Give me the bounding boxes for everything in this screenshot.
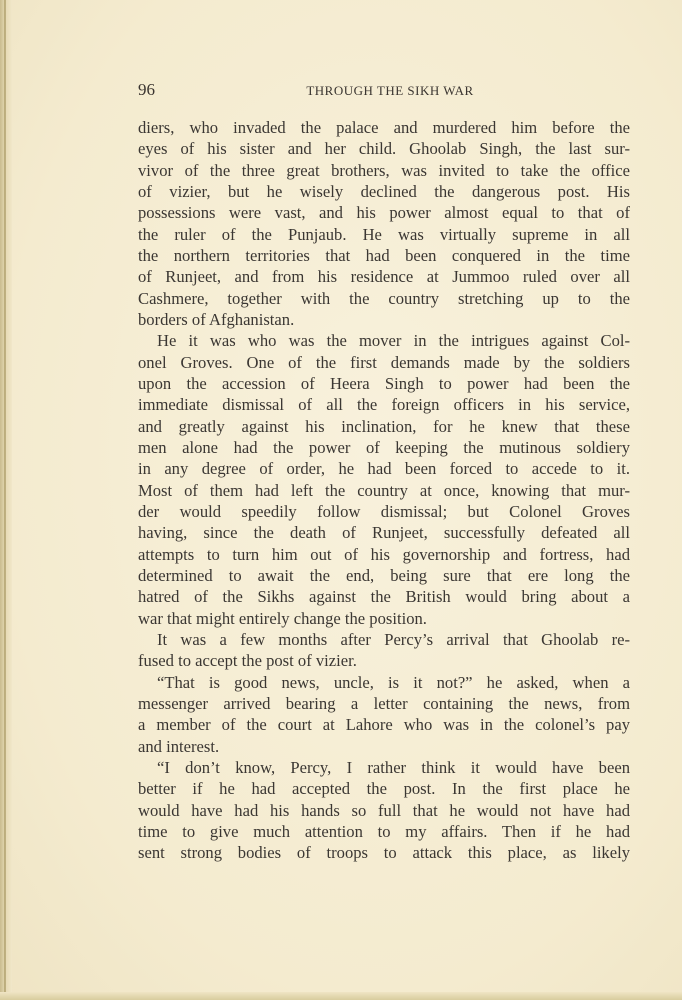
- text-line: hatred of the Sikhs against the British would bring about a: [138, 587, 630, 607]
- text-line: a member of the court at Lahore who was in the colonel’s pay: [138, 715, 630, 735]
- text-line: determined to await the end, being sure that ere long the: [138, 565, 630, 585]
- text-line: men alone had the power of keeping the mutinous soldiery: [138, 437, 630, 457]
- page-binding-edge: [0, 0, 12, 1000]
- text-line: Most of them had left the country at once, knowing that mur-: [138, 480, 630, 500]
- text-line: the northern territories that had been conquered in the time: [138, 245, 630, 265]
- text-line: war that might entirely change the position.: [138, 608, 427, 628]
- text-line: der would speedily follow dismissal; but Colonel Groves: [138, 501, 630, 521]
- text-line: time to give much attention to my affairs. Then if he had: [138, 821, 630, 841]
- text-line: fused to accept the post of vizier.: [138, 651, 357, 671]
- page-bottom-edge: [0, 992, 682, 1000]
- text-line: and greatly against his inclination, for he knew that these: [138, 416, 630, 436]
- text-line: of vizier, but he wisely declined the dangerous post. His: [138, 181, 630, 201]
- text-line: having, since the death of Runjeet, successfully defeated all: [138, 523, 630, 543]
- text-line: attempts to turn him out of his governorship and fortress, had: [138, 544, 630, 564]
- running-title: THROUGH THE SIKH WAR: [306, 83, 474, 98]
- text-line: borders of Afghanistan.: [138, 309, 295, 329]
- binding-crease: [4, 0, 6, 1000]
- text-line: “I don’t know, Percy, I rather think it would have been: [157, 757, 630, 777]
- text-line: possessions were vast, and his power almost equal to that of: [138, 203, 630, 223]
- text-line: upon the accession of Heera Singh to power had been the: [138, 373, 630, 393]
- text-line: onel Groves. One of the first demands made by the soldiers: [138, 352, 630, 372]
- text-line: sent strong bodies of troops to attack this place, as likely: [138, 843, 630, 863]
- body-text: [138, 117, 630, 863]
- text-line: better if he had accepted the post. In the first place he: [138, 779, 630, 799]
- text-line: Cashmere, together with the country stretching up to the: [138, 288, 630, 308]
- text-line: messenger arrived bearing a letter containing the news, from: [138, 693, 630, 713]
- text-line: “That is good news, uncle, is it not?” he asked, when a: [157, 672, 630, 692]
- text-line: It was a few months after Percy’s arrival that Ghoolab re-: [157, 629, 630, 649]
- text-line: diers, who invaded the palace and murdered him before the: [138, 118, 630, 137]
- page-number: 96: [138, 80, 155, 99]
- text-line: the ruler of the Punjaub. He was virtually supreme in all: [138, 224, 630, 244]
- running-head: [138, 80, 630, 102]
- text-line: of Runjeet, and from his residence at Jummoo ruled over all: [138, 267, 630, 287]
- text-line: in any degree of order, he had been forced to accede to it.: [138, 459, 630, 479]
- text-line: immediate dismissal of all the foreign officers in his service,: [138, 395, 630, 415]
- text-line: vivor of the three great brothers, was invited to take the office: [138, 160, 630, 180]
- text-line: eyes of his sister and her child. Ghoolab Singh, the last sur-: [138, 139, 630, 159]
- text-line: He it was who was the mover in the intrigues against Col-: [157, 331, 630, 351]
- text-line: would have had his hands so full that he would not have had: [138, 800, 630, 820]
- text-line: and interest.: [138, 736, 220, 756]
